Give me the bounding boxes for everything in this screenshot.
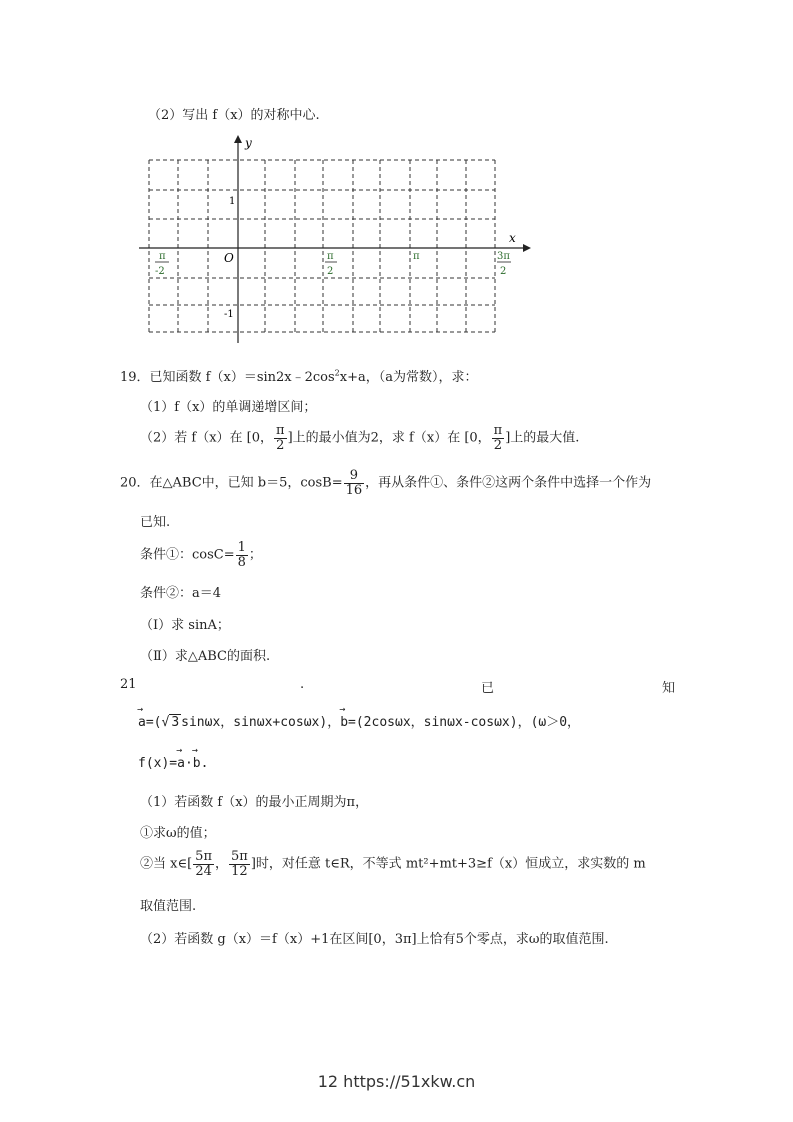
q21-part2: （2）若函数 g（x）＝f（x）+1在区间[0，3π]上恰有5个零点，求ω的取值范围. bbox=[140, 932, 609, 947]
q21-zhi: 知 bbox=[662, 681, 676, 696]
q21-part1: （1）若函数 f（x）的最小正周期为π， bbox=[140, 795, 369, 810]
q21-yi: 已 bbox=[481, 681, 495, 696]
q21-sub2: ②当 x∈[ $\frac{5\pi}{24}$ ， $\frac{5\pi}{12}$ ]时，对任意 t∈R，不等式 mt²+mt+3≥f（x）恒成立，求实数的 m bbox=[140, 849, 646, 879]
fraction-cosC: $\frac{1}{8}$ bbox=[237, 540, 246, 570]
y-tick-neg-1: -1 bbox=[224, 309, 234, 320]
x-axis-label: x bbox=[509, 231, 516, 245]
q21-vectors: → a=(√ 3 sinωx，sinωx+cosωx)，→ b=(2cosωx，sinωx-cosωx)，(ω＞0， bbox=[138, 711, 580, 730]
tick-pi-2-num: π bbox=[327, 251, 334, 262]
axes bbox=[139, 141, 523, 343]
q20-part2: （Ⅱ）求△ABC的面积. bbox=[140, 649, 271, 664]
q20-part1: （Ⅰ）求 sinA； bbox=[140, 618, 230, 633]
q20-stem-cont: 已知. bbox=[140, 515, 171, 530]
fraction-5pi-12: $\frac{5\pi}{12}$ bbox=[231, 849, 248, 879]
fraction-pi-2: $\frac{\pi}{2}$ bbox=[276, 423, 285, 453]
fraction-cosB: $\frac{9}{16}$ bbox=[345, 468, 363, 498]
q20-condition2: 条件②：a＝4 bbox=[140, 586, 222, 601]
x-axis-arrow bbox=[523, 244, 531, 252]
tick-pi-2-den: 2 bbox=[327, 266, 334, 277]
q19-part2: （2）若 f（x）在 [0， $\frac{\pi}{2}$ ]上的最小值为2，求 f（x）在 [0， $\frac{\pi}{2}$ ]上的最大值. bbox=[140, 423, 580, 453]
fraction-5pi-24: $\frac{5\pi}{24}$ bbox=[195, 849, 212, 879]
page-footer: 12 https://51xkw.cn bbox=[317, 1072, 476, 1091]
q21-sub1: ①求ω的值； bbox=[140, 826, 216, 841]
grid-lines bbox=[149, 160, 495, 332]
vector-a: → a bbox=[138, 715, 146, 730]
q20-stem: 20．在△ABC中，已知 b＝5，cosB= $\frac{9}{16}$ ，再从条件①、条件②这两个条件中选择一个作为 bbox=[120, 468, 652, 498]
tick-neg-pi-2-den: -2 bbox=[155, 266, 165, 277]
q21-sub2-cont: 取值范围. bbox=[140, 899, 197, 914]
fraction-pi-2: $\frac{\pi}{2}$ bbox=[493, 423, 503, 453]
coordinate-grid bbox=[135, 135, 535, 350]
q21-number: 21 bbox=[120, 677, 137, 692]
vector-b: → b bbox=[340, 715, 348, 730]
tick-3pi-2-num: 3π bbox=[497, 251, 510, 262]
y-tick-1: 1 bbox=[229, 196, 236, 207]
y-axis-arrow bbox=[234, 135, 242, 143]
origin-label: O bbox=[224, 251, 234, 265]
tick-neg-pi-2-num: π bbox=[159, 251, 166, 262]
tick-pi: π bbox=[413, 251, 420, 262]
q20-condition1: 条件①：cosC= $\frac{1}{8}$ ； bbox=[140, 540, 262, 570]
q21-f-definition: f(x)=→ a·→ b. bbox=[138, 756, 208, 771]
q18-part2: （2）写出 f（x）的对称中心. bbox=[148, 108, 320, 123]
tick-3pi-2-den: 2 bbox=[500, 266, 507, 277]
q19-stem: 19．已知函数 $f(x)=\sin 2x﹣2\cos^2x+a$，（a为常数），求： bbox=[120, 368, 478, 385]
y-axis-label: y bbox=[245, 136, 252, 150]
q19-part1: （1）f（x）的单调递增区间； bbox=[140, 400, 317, 415]
q21-dot: . bbox=[300, 677, 305, 692]
